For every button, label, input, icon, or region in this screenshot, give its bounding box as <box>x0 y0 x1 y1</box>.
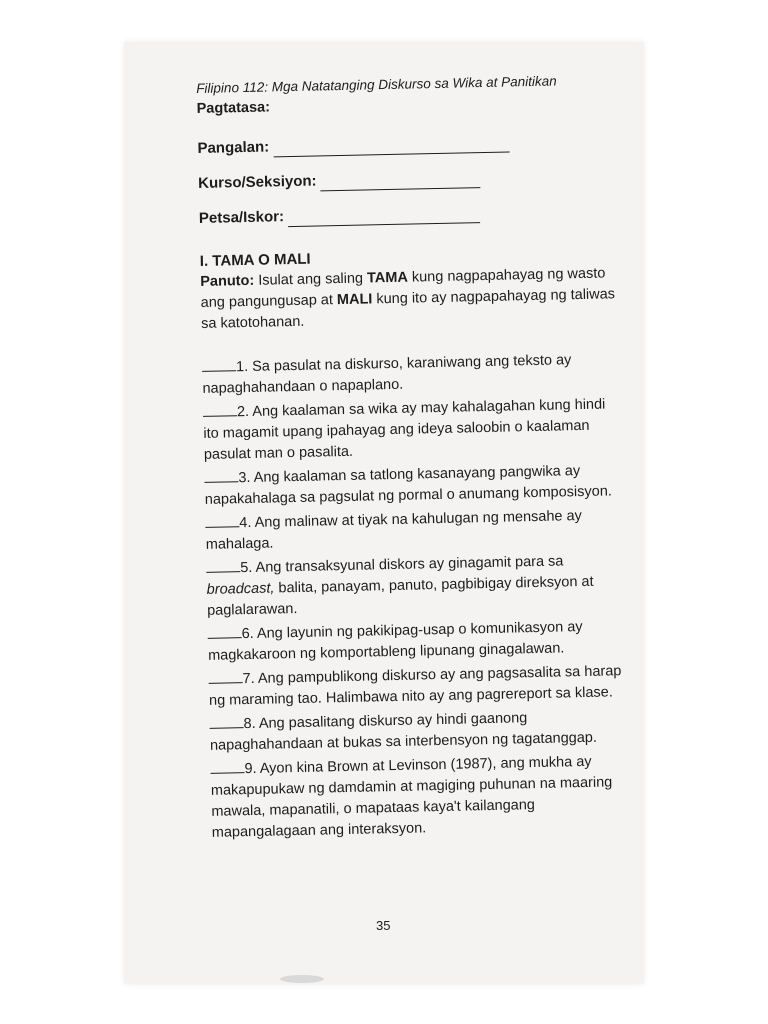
list-item <box>207 615 624 667</box>
item-text: 1. Sa pasulat na diskurso, karaniwang ang teksto ay napaghahandaan o napaplano. <box>202 352 572 397</box>
course-section-field-line <box>320 171 480 191</box>
answer-blank <box>207 623 241 639</box>
course-section-field <box>198 164 614 194</box>
course-section-field-label: Kurso/Seksiyon: <box>198 172 317 192</box>
date-score-field-label: Petsa/Iskor: <box>198 208 285 227</box>
mali-keyword: MALI <box>336 291 373 309</box>
list-item <box>203 393 620 466</box>
list-item <box>206 549 623 622</box>
answer-blank <box>209 713 243 729</box>
answer-blank <box>206 557 240 573</box>
course-title: Filipino 112: Mga Natatanging Diskurso sa Wika at Panitikan <box>196 73 557 96</box>
answer-blank <box>205 512 239 528</box>
item-text-a: 5. Ang transaksyunal diskors ay ginagamit para sa <box>240 553 564 577</box>
instructions-text-1: Isulat ang saling <box>254 270 368 289</box>
list-item <box>204 459 621 511</box>
part-heading: I. TAMA O MALI <box>199 250 311 270</box>
list-item <box>205 504 622 556</box>
answer-blank <box>202 356 236 372</box>
item-text-b: balita, panayam, panuto, pagbibigay direksyon at paglalarawan. <box>206 573 594 619</box>
section-label: Pagtatasa: <box>196 99 271 117</box>
item-text-italic: broadcast, <box>206 580 275 598</box>
instructions-text-3: kung ito ay nagpapahayag ng taliwas sa katotohanan. <box>200 286 616 332</box>
item-text: 4. Ang malinaw at tiyak na kahulugan ng mensahe ay mahalaga. <box>205 508 583 553</box>
answer-blank <box>210 758 244 774</box>
instructions-text-2: kung nagpapahayag ng wasto ang pangungusap at <box>200 265 606 311</box>
list-item <box>209 705 626 757</box>
item-text: 7. Ang pampublikong diskurso ay ang pagsasalita sa harap ng maraming tao. Halimbawa nito ay ang pagrereport sa klase. <box>208 663 622 709</box>
item-text: 2. Ang kaalaman sa wika ay may kahalagahan kung hindi ito magamit upang ipahayag ang ideya saloobin o kaalaman pasulat man o pasalita. <box>203 396 606 463</box>
item-text: 8. Ang pasalitang diskurso ay hindi gaanong napaghahandaan at bukas sa interbensyon ng tagatanggap. <box>209 710 598 754</box>
item-text: 6. Ang layunin ng pakikipag-usap o komunikasyon ay magkakaroon ng komportableng lipunang ginagalawan. <box>207 619 583 664</box>
instructions <box>200 263 617 335</box>
list-item <box>202 348 619 400</box>
page-smudge <box>280 975 324 983</box>
answer-blank <box>208 668 242 684</box>
name-field-label: Pangalan: <box>197 138 270 157</box>
name-field <box>197 129 613 159</box>
document-page <box>124 42 644 984</box>
answer-blank <box>203 401 237 417</box>
page-content <box>196 69 628 844</box>
list-item <box>210 750 628 844</box>
tama-keyword: TAMA <box>366 269 409 287</box>
answer-blank <box>204 467 238 483</box>
page-number: 35 <box>376 918 391 933</box>
instructions-label: Panuto: <box>200 272 255 290</box>
item-text: 3. Ang kaalaman sa tatlong kasanayang pangwika ay napakahalaga sa pagsulat ng pormal o anumang komposisyon. <box>204 463 612 508</box>
item-text: 9. Ayon kina Brown at Levinson (1987), ang mukha ay makapupukaw ng damdamin at magiging puhunan na maaring mawala, mapanatili, o mapataas kaya't kailangang mapangalagaan ang interaksyon. <box>210 753 613 841</box>
name-field-line <box>273 135 509 157</box>
list-item <box>208 660 625 712</box>
